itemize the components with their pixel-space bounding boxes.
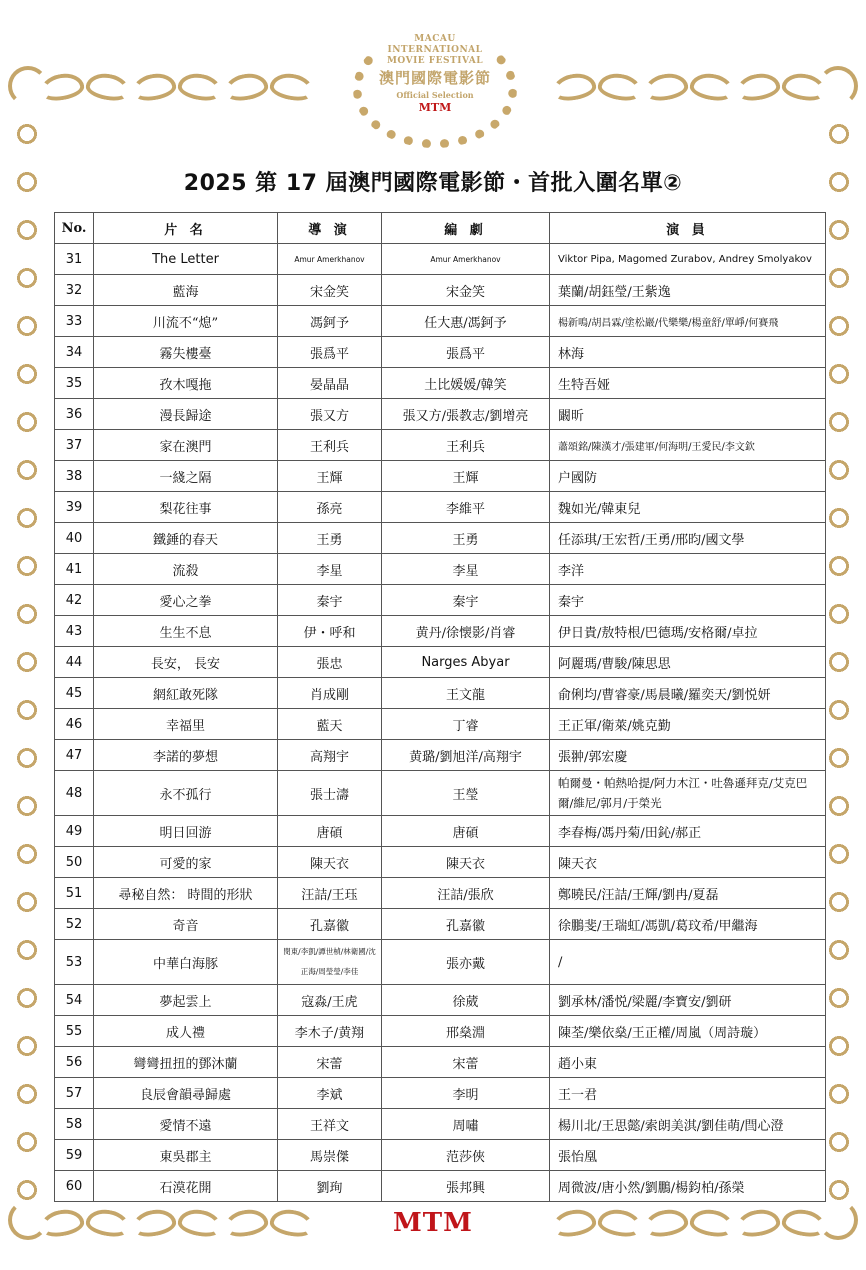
cell-director: 肖成剛 <box>278 678 382 709</box>
table-row <box>55 492 826 523</box>
cell-director: 李木子/黄翔 <box>278 1016 382 1047</box>
cell-director: 馬崇傑 <box>278 1140 382 1171</box>
cell-director: 伊・呼和 <box>278 616 382 647</box>
table-row <box>55 647 826 678</box>
cell-director: 藍天 <box>278 709 382 740</box>
cell-cast: 秦宇 <box>550 585 826 616</box>
table-row <box>55 523 826 554</box>
cell-writer: 孔嘉徽 <box>382 909 550 940</box>
cell-no: 53 <box>55 940 94 985</box>
table-row <box>55 585 826 616</box>
cell-cast: 葉蘭/胡鈺瑩/王紫逸 <box>550 275 826 306</box>
cell-director: 李斌 <box>278 1078 382 1109</box>
cell-no: 36 <box>55 399 94 430</box>
cell-director: 高翔宇 <box>278 740 382 771</box>
cell-no: 34 <box>55 337 94 368</box>
cell-writer: 王瑩 <box>382 771 550 816</box>
header-no: No. <box>55 213 94 244</box>
cell-cast: 生特吾娅 <box>550 368 826 399</box>
cell-writer: 張爲平 <box>382 337 550 368</box>
header-director: 導 演 <box>278 213 382 244</box>
cell-writer: 宋蕾 <box>382 1047 550 1078</box>
cell-film: 良辰會韻尋歸處 <box>94 1078 278 1109</box>
cell-writer: 黄璐/劉旭洋/高翔宇 <box>382 740 550 771</box>
table-row <box>55 1109 826 1140</box>
cell-cast: 林海 <box>550 337 826 368</box>
cell-no: 37 <box>55 430 94 461</box>
cell-cast: 鄭曉民/汪詰/王輝/劉冉/夏磊 <box>550 878 826 909</box>
cell-cast: 闞昕 <box>550 399 826 430</box>
table-body <box>55 244 826 1202</box>
cell-no: 31 <box>55 244 94 275</box>
cell-writer: 王勇 <box>382 523 550 554</box>
table-row <box>55 1171 826 1202</box>
header-film: 片 名 <box>94 213 278 244</box>
cell-cast: 俞俐均/曹睿豪/馬晨曦/羅奕天/劉悦妍 <box>550 678 826 709</box>
table-row <box>55 740 826 771</box>
cell-no: 60 <box>55 1171 94 1202</box>
cell-cast: 李春梅/馮丹菊/田鈊/郝正 <box>550 816 826 847</box>
cell-film: The Letter <box>94 244 278 275</box>
cell-writer: 王利兵 <box>382 430 550 461</box>
table-row <box>55 306 826 337</box>
cell-no: 49 <box>55 816 94 847</box>
cell-director: 孫亮 <box>278 492 382 523</box>
cell-writer: 黄丹/徐懐影/肖睿 <box>382 616 550 647</box>
cell-film: 鐵錘的春天 <box>94 523 278 554</box>
cell-film: 中華白海豚 <box>94 940 278 985</box>
cell-writer: 秦宇 <box>382 585 550 616</box>
cell-writer: 土比媛媛/韓笑 <box>382 368 550 399</box>
cell-cast: / <box>550 940 826 985</box>
cell-film: 川流不“熄” <box>94 306 278 337</box>
cell-writer: 范莎俠 <box>382 1140 550 1171</box>
cell-writer: 汪詰/張欣 <box>382 878 550 909</box>
cell-director: Amur Amerkhanov <box>278 244 382 275</box>
table-header-row <box>55 213 826 244</box>
cell-director: 李星 <box>278 554 382 585</box>
cell-writer: 徐葳 <box>382 985 550 1016</box>
cell-film: 可愛的家 <box>94 847 278 878</box>
cell-writer: 丁睿 <box>382 709 550 740</box>
cell-film: 網紅敢死隊 <box>94 678 278 709</box>
cell-film: 永不孤行 <box>94 771 278 816</box>
logo-brand: MTM <box>418 101 452 114</box>
table-row <box>55 275 826 306</box>
right-ornament-border <box>826 110 852 1200</box>
cell-film: 霧失樓臺 <box>94 337 278 368</box>
table-row <box>55 985 826 1016</box>
table-row <box>55 430 826 461</box>
top-right-scrolls <box>552 74 826 100</box>
cell-no: 52 <box>55 909 94 940</box>
table-row <box>55 1140 826 1171</box>
cell-no: 46 <box>55 709 94 740</box>
cell-cast: 户國防 <box>550 461 826 492</box>
cell-film: 尋秘自然： 時間的形狀 <box>94 878 278 909</box>
cell-writer: Amur Amerkhanov <box>382 244 550 275</box>
table-row <box>55 678 826 709</box>
cell-writer: 李星 <box>382 554 550 585</box>
cell-writer: 李維平 <box>382 492 550 523</box>
cell-cast: 陳荃/樂依燊/王正權/周嵐（周詩璇） <box>550 1016 826 1047</box>
header-cast: 演 員 <box>550 213 826 244</box>
cell-director: 汪詰/王珏 <box>278 878 382 909</box>
cell-no: 57 <box>55 1078 94 1109</box>
cell-director: 張又方 <box>278 399 382 430</box>
cell-film: 愛情不遠 <box>94 1109 278 1140</box>
table-row <box>55 1078 826 1109</box>
cell-no: 44 <box>55 647 94 678</box>
table-row <box>55 909 826 940</box>
table-row <box>55 616 826 647</box>
table-row <box>55 816 826 847</box>
corner-ornament <box>818 66 858 106</box>
cell-cast: 周微波/唐小然/劉鵬/楊鈞柏/孫榮 <box>550 1171 826 1202</box>
cell-writer: 張亦戴 <box>382 940 550 985</box>
cell-no: 33 <box>55 306 94 337</box>
cell-cast: 陳天衣 <box>550 847 826 878</box>
cell-film: 梨花往事 <box>94 492 278 523</box>
table-row <box>55 337 826 368</box>
cell-writer: 王文龍 <box>382 678 550 709</box>
logo-line-movie-festival: MOVIE FESTIVAL <box>386 56 484 66</box>
table-row <box>55 554 826 585</box>
cell-cast: 李洋 <box>550 554 826 585</box>
table-row <box>55 878 826 909</box>
cell-writer: 李明 <box>382 1078 550 1109</box>
cell-no: 35 <box>55 368 94 399</box>
footer-brand: MTM <box>393 1208 473 1238</box>
logo-chinese-name: 澳門國際電影節 <box>378 69 491 87</box>
cell-director: 王輝 <box>278 461 382 492</box>
cell-film: 奇音 <box>94 909 278 940</box>
cell-director: 劉珣 <box>278 1171 382 1202</box>
cell-cast: 王正軍/衛萊/姚克勤 <box>550 709 826 740</box>
corner-ornament <box>8 66 48 106</box>
cell-film: 明日回游 <box>94 816 278 847</box>
table-row <box>55 1047 826 1078</box>
cell-no: 50 <box>55 847 94 878</box>
cell-film: 李諾的夢想 <box>94 740 278 771</box>
cell-film: 藍海 <box>94 275 278 306</box>
cell-film: 幸福里 <box>94 709 278 740</box>
cell-director: 王祥文 <box>278 1109 382 1140</box>
cell-cast: 王一君 <box>550 1078 826 1109</box>
cell-cast: 趙小東 <box>550 1047 826 1078</box>
cell-no: 45 <box>55 678 94 709</box>
top-left-scrolls <box>40 74 314 100</box>
cell-director: 孔嘉徽 <box>278 909 382 940</box>
table-row <box>55 771 826 816</box>
cell-no: 32 <box>55 275 94 306</box>
table-row <box>55 461 826 492</box>
cell-cast: 帕爾曼・帕熱哈提/阿力木江・吐魯遜拜克/艾克巴爾/維尼/郭月/于榮光 <box>550 771 826 816</box>
cell-cast: 蕭頌銘/陳漢才/張建軍/何海明/王愛民/李文欽 <box>550 430 826 461</box>
cell-no: 43 <box>55 616 94 647</box>
cell-director: 王利兵 <box>278 430 382 461</box>
cell-writer: 周嘯 <box>382 1109 550 1140</box>
cell-cast: 楊川北/王思懿/索朗美淇/劉佳萌/閆心澄 <box>550 1109 826 1140</box>
table-row <box>55 847 826 878</box>
cell-cast: 楊新鳴/胡昌霖/塗松巖/代樂樂/楊童舒/單崢/何賽飛 <box>550 306 826 337</box>
cell-writer: 陳天衣 <box>382 847 550 878</box>
cell-film: 一綫之隔 <box>94 461 278 492</box>
table-row <box>55 1016 826 1047</box>
cell-no: 59 <box>55 1140 94 1171</box>
cell-no: 58 <box>55 1109 94 1140</box>
cell-film: 東吳郡主 <box>94 1140 278 1171</box>
table-row <box>55 399 826 430</box>
table-row <box>55 244 826 275</box>
cell-film: 流殺 <box>94 554 278 585</box>
cell-director: 陳天衣 <box>278 847 382 878</box>
cell-director: 宋蕾 <box>278 1047 382 1078</box>
logo-line-macau: MACAU <box>414 34 456 44</box>
cell-director: 宋金笑 <box>278 275 382 306</box>
cell-film: 彎彎扭扭的鄧沐蘭 <box>94 1047 278 1078</box>
cell-no: 56 <box>55 1047 94 1078</box>
header-writer: 編 劇 <box>382 213 550 244</box>
left-ornament-border <box>14 110 40 1200</box>
cell-cast: 劉承林/潘悦/梁麗/李寶安/劉研 <box>550 985 826 1016</box>
cell-cast: 魏如光/韓東兒 <box>550 492 826 523</box>
cell-cast: 張怡凰 <box>550 1140 826 1171</box>
cell-no: 41 <box>55 554 94 585</box>
logo-official-selection: Official Selection <box>396 90 474 100</box>
cell-film: 愛心之拳 <box>94 585 278 616</box>
cell-cast: 張翀/郭宏慶 <box>550 740 826 771</box>
cell-director: 唐碩 <box>278 816 382 847</box>
cell-film: 夢起雲上 <box>94 985 278 1016</box>
cell-no: 38 <box>55 461 94 492</box>
cell-writer: 宋金笑 <box>382 275 550 306</box>
cell-no: 42 <box>55 585 94 616</box>
table-row <box>55 940 826 985</box>
festival-logo <box>345 24 525 154</box>
cell-cast: 任添琪/王宏哲/王勇/邢昀/國文學 <box>550 523 826 554</box>
cell-no: 39 <box>55 492 94 523</box>
cell-director: 閔東/李凱/譚世楨/林衛國/沈正海/周瑩瑩/李佳 <box>278 940 382 985</box>
cell-no: 55 <box>55 1016 94 1047</box>
cell-film: 孜木嘎拖 <box>94 368 278 399</box>
cell-film: 長安， 長安 <box>94 647 278 678</box>
selection-table <box>54 212 826 1202</box>
cell-no: 51 <box>55 878 94 909</box>
cell-writer: 張邦興 <box>382 1171 550 1202</box>
table-row <box>55 709 826 740</box>
cell-film: 成人禮 <box>94 1016 278 1047</box>
cell-director: 張士濤 <box>278 771 382 816</box>
cell-cast: Viktor Pipa, Magomed Zurabov, Andrey Smolyakov <box>550 244 826 275</box>
cell-cast: 徐鵬斐/王瑞虹/馮凱/葛玟希/甲繼海 <box>550 909 826 940</box>
cell-no: 54 <box>55 985 94 1016</box>
cell-director: 張忠 <box>278 647 382 678</box>
page-title: 2025 第 17 屆澳門國際電影節・首批入圍名單② <box>183 171 683 196</box>
cell-film: 家在澳門 <box>94 430 278 461</box>
cell-writer: 張又方/張教志/劉增亮 <box>382 399 550 430</box>
cell-director: 馮鈳予 <box>278 306 382 337</box>
logo-line-international: INTERNATIONAL <box>387 45 483 55</box>
cell-no: 40 <box>55 523 94 554</box>
cell-director: 王勇 <box>278 523 382 554</box>
cell-writer: 唐碩 <box>382 816 550 847</box>
cell-cast: 阿麗瑪/曹駿/陳思思 <box>550 647 826 678</box>
cell-film: 石漠花開 <box>94 1171 278 1202</box>
cell-film: 漫長歸途 <box>94 399 278 430</box>
cell-director: 張爲平 <box>278 337 382 368</box>
cell-director: 寇淼/王虎 <box>278 985 382 1016</box>
table-row <box>55 368 826 399</box>
cell-writer: 邢燊淵 <box>382 1016 550 1047</box>
cell-director: 晏晶晶 <box>278 368 382 399</box>
cell-no: 47 <box>55 740 94 771</box>
cell-writer: 王輝 <box>382 461 550 492</box>
cell-writer: 任大惠/馮鈳予 <box>382 306 550 337</box>
cell-writer: Narges Abyar <box>382 647 550 678</box>
cell-director: 秦宇 <box>278 585 382 616</box>
cell-no: 48 <box>55 771 94 816</box>
cell-film: 生生不息 <box>94 616 278 647</box>
cell-cast: 伊日貴/敖特根/巴德瑪/安格爾/卓拉 <box>550 616 826 647</box>
